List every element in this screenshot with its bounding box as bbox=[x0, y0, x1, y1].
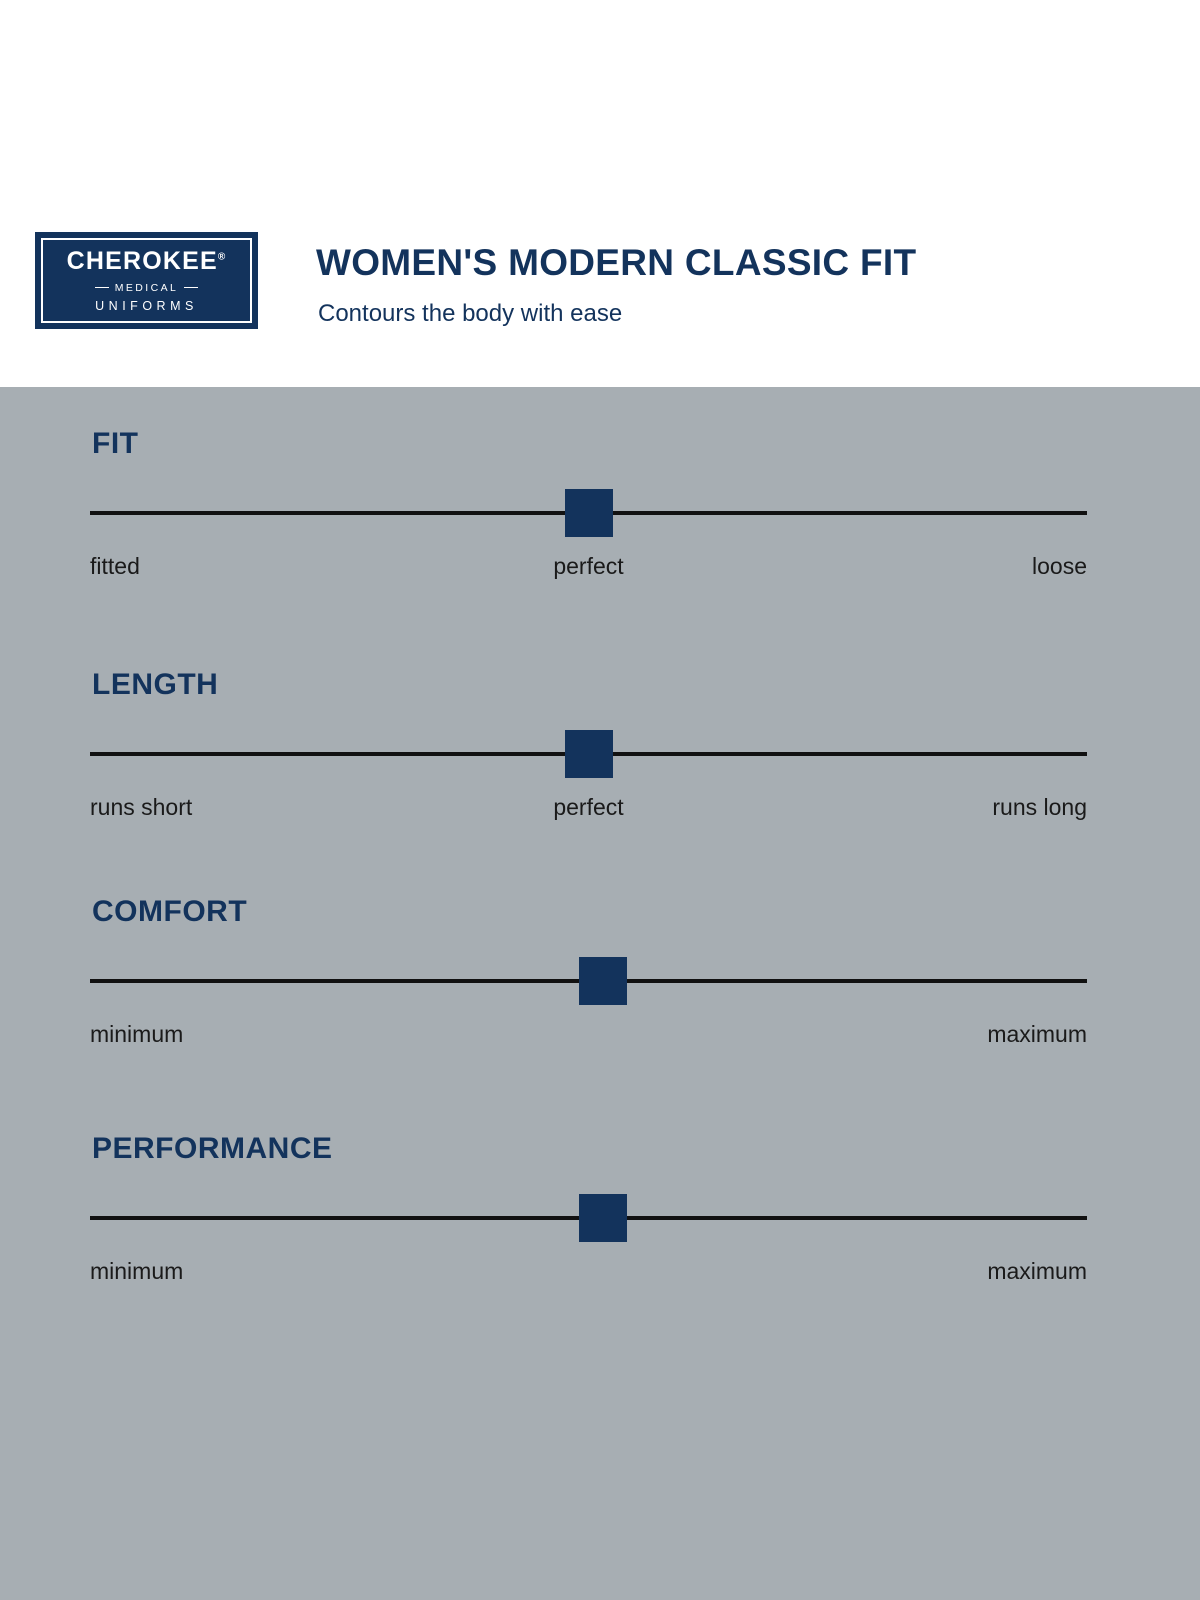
scale-length-marker[interactable] bbox=[565, 730, 613, 778]
scale-performance-title: PERFORMANCE bbox=[92, 1132, 333, 1165]
scale-fit-labels bbox=[90, 553, 1087, 585]
scale-length-label-right: runs long bbox=[992, 794, 1087, 820]
scale-fit-track-wrap bbox=[90, 489, 1087, 537]
scale-performance-marker[interactable] bbox=[579, 1194, 627, 1242]
logo-inner-frame bbox=[41, 238, 252, 323]
scale-performance-label-right: maximum bbox=[987, 1258, 1087, 1284]
header bbox=[0, 0, 1200, 387]
scale-length-track-wrap bbox=[90, 730, 1087, 778]
scale-fit-label-left: fitted bbox=[90, 553, 140, 579]
page-title: WOMEN'S MODERN CLASSIC FIT bbox=[316, 242, 917, 283]
logo-medical-text: MEDICAL bbox=[114, 281, 179, 294]
scale-length bbox=[90, 668, 1087, 826]
logo-subline-medical bbox=[89, 282, 204, 294]
scale-fit-marker[interactable] bbox=[565, 489, 613, 537]
scale-performance-track-wrap bbox=[90, 1194, 1087, 1242]
scale-comfort-label-right: maximum bbox=[987, 1021, 1087, 1047]
scale-comfort-marker[interactable] bbox=[579, 957, 627, 1005]
page-subtitle: Contours the body with ease bbox=[318, 300, 623, 327]
scale-length-label-left: runs short bbox=[90, 794, 193, 820]
scale-comfort-title: COMFORT bbox=[92, 895, 248, 928]
logo-brand-text: CHEROKEE bbox=[66, 246, 218, 275]
fit-scales-panel bbox=[0, 387, 1200, 1600]
registered-trademark-icon: ® bbox=[217, 251, 227, 263]
scale-fit-label-mid: perfect bbox=[553, 553, 624, 579]
logo-brand-name bbox=[66, 246, 227, 275]
logo-subline-uniforms: UNIFORMS bbox=[95, 298, 198, 313]
scale-length-title: LENGTH bbox=[92, 668, 219, 701]
scale-performance-labels bbox=[90, 1258, 1087, 1290]
scale-length-labels bbox=[90, 794, 1087, 826]
scale-fit bbox=[90, 427, 1087, 585]
logo-rule-left-icon bbox=[95, 287, 109, 288]
scale-fit-title: FIT bbox=[92, 427, 139, 460]
scale-comfort-label-left: minimum bbox=[90, 1021, 184, 1047]
scale-length-label-mid: perfect bbox=[553, 794, 624, 820]
scale-comfort-labels bbox=[90, 1021, 1087, 1053]
scale-comfort-track-wrap bbox=[90, 957, 1087, 1005]
scale-performance-label-left: minimum bbox=[90, 1258, 184, 1284]
scale-comfort bbox=[90, 895, 1087, 1053]
scale-performance bbox=[90, 1132, 1087, 1290]
cherokee-logo bbox=[35, 232, 258, 329]
scale-fit-label-right: loose bbox=[1032, 553, 1087, 579]
logo-rule-right-icon bbox=[184, 287, 198, 288]
